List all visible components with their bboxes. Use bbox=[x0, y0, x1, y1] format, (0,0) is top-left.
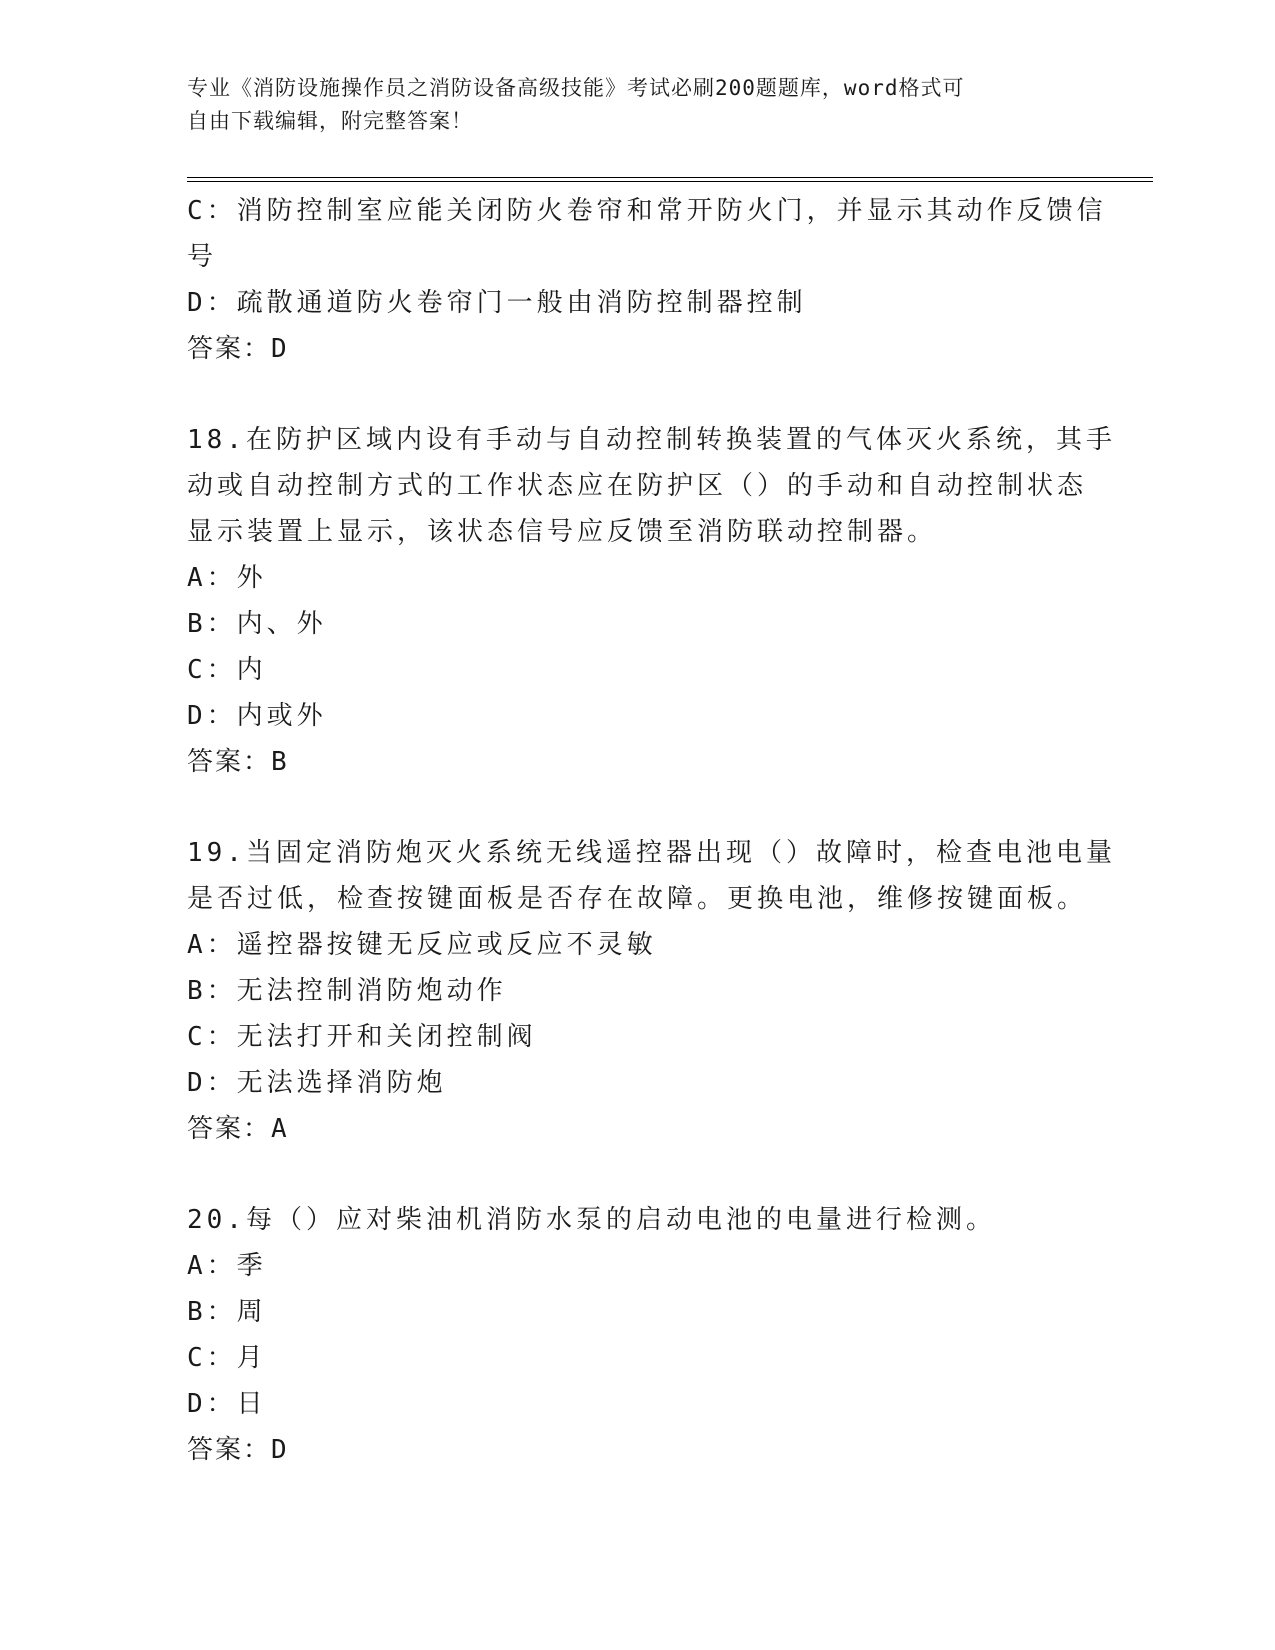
spacer bbox=[187, 1152, 1087, 1197]
question-19 bbox=[187, 830, 1116, 1152]
question-stem-line: 是否过低，检查按键面板是否存在故障。更换电池，维修按键面板。 bbox=[187, 884, 1088, 914]
question-stem-line: 19.当固定消防炮灭火系统无线遥控器出现（）故障时，检查电池电量 bbox=[187, 838, 1116, 868]
option-c: C：内 bbox=[187, 655, 267, 685]
option-a: A：季 bbox=[187, 1251, 267, 1281]
header-divider bbox=[187, 177, 1153, 182]
option-b: B：无法控制消防炮动作 bbox=[187, 976, 507, 1006]
question-stem-line: 20.每（）应对柴油机消防水泵的启动电池的电量进行检测。 bbox=[187, 1205, 996, 1235]
document-header bbox=[187, 72, 1067, 138]
answer-line: 答案：B bbox=[187, 747, 289, 777]
question-stem-line: 显示装置上显示，该状态信号应反馈至消防联动控制器。 bbox=[187, 517, 938, 547]
question-stem-line: 18.在防护区域内设有手动与自动控制转换装置的气体灭火系统，其手 bbox=[187, 425, 1116, 455]
question-stem-line: 动或自动控制方式的工作状态应在防护区（）的手动和自动控制状态 bbox=[187, 471, 1088, 501]
option-d: D：日 bbox=[187, 1389, 267, 1419]
question-18 bbox=[187, 417, 1116, 785]
option-c: C：消防控制室应能关闭防火卷帘和常开防火门，并显示其动作反馈信 bbox=[187, 196, 1107, 226]
option-a: A：遥控器按键无反应或反应不灵敏 bbox=[187, 930, 657, 960]
question-20 bbox=[187, 1197, 1087, 1473]
option-d: D：疏散通道防火卷帘门一般由消防控制器控制 bbox=[187, 288, 807, 318]
header-line-1: 专业《消防设施操作员之消防设备高级技能》考试必刷200题题库，word格式可 bbox=[187, 76, 965, 100]
spacer bbox=[187, 372, 1087, 417]
spacer bbox=[187, 785, 1087, 830]
option-b: B：周 bbox=[187, 1297, 267, 1327]
question-17-partial bbox=[187, 188, 1107, 372]
option-b: B：内、外 bbox=[187, 609, 327, 639]
document-body bbox=[187, 188, 1116, 1473]
answer-line: 答案：D bbox=[187, 1435, 289, 1465]
option-c-continued: 号 bbox=[187, 242, 218, 272]
option-c: C：无法打开和关闭控制阀 bbox=[187, 1022, 537, 1052]
option-d: D：内或外 bbox=[187, 701, 327, 731]
option-c: C：月 bbox=[187, 1343, 267, 1373]
answer-line: 答案：A bbox=[187, 1114, 289, 1144]
option-d: D：无法选择消防炮 bbox=[187, 1068, 447, 1098]
option-a: A：外 bbox=[187, 563, 267, 593]
answer-line: 答案：D bbox=[187, 334, 289, 364]
header-line-2: 自由下载编辑，附完整答案！ bbox=[187, 109, 473, 133]
